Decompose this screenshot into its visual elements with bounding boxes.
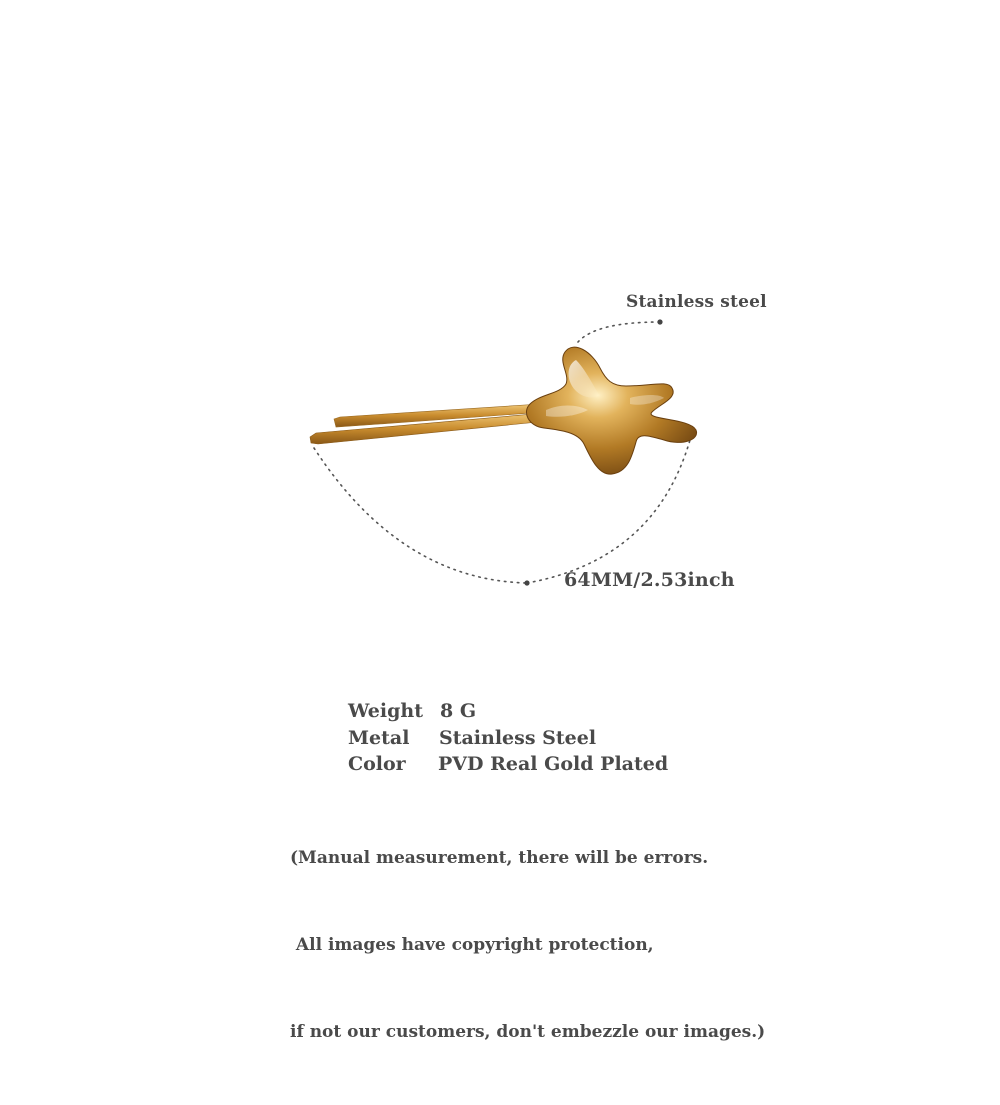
- spec-value-weight: 8 G: [440, 700, 477, 722]
- spec-value-metal: Stainless Steel: [439, 726, 597, 749]
- length-callout-label: 64MM/2.53inch: [564, 569, 735, 591]
- disclaimer-line-3: if not our customers, don't embezzle our images.): [290, 1022, 766, 1042]
- length-arc-dot: [524, 580, 529, 585]
- material-callout-label: Stainless steel: [626, 292, 767, 312]
- disclaimer-note: [290, 786, 765, 1105]
- disclaimer-line-1: (Manual measurement, there will be errors.: [290, 848, 709, 868]
- spec-label-weight: Weight: [348, 700, 423, 722]
- material-leader-dot: [657, 319, 662, 324]
- length-arc-left: [314, 448, 527, 583]
- disclaimer-line-2: All images have copyright protection,: [290, 935, 654, 955]
- spec-value-color: PVD Real Gold Plated: [438, 753, 669, 775]
- spec-label-color: Color: [348, 753, 406, 775]
- spec-label-metal: Metal: [348, 726, 410, 749]
- material-leader-line: [578, 322, 660, 342]
